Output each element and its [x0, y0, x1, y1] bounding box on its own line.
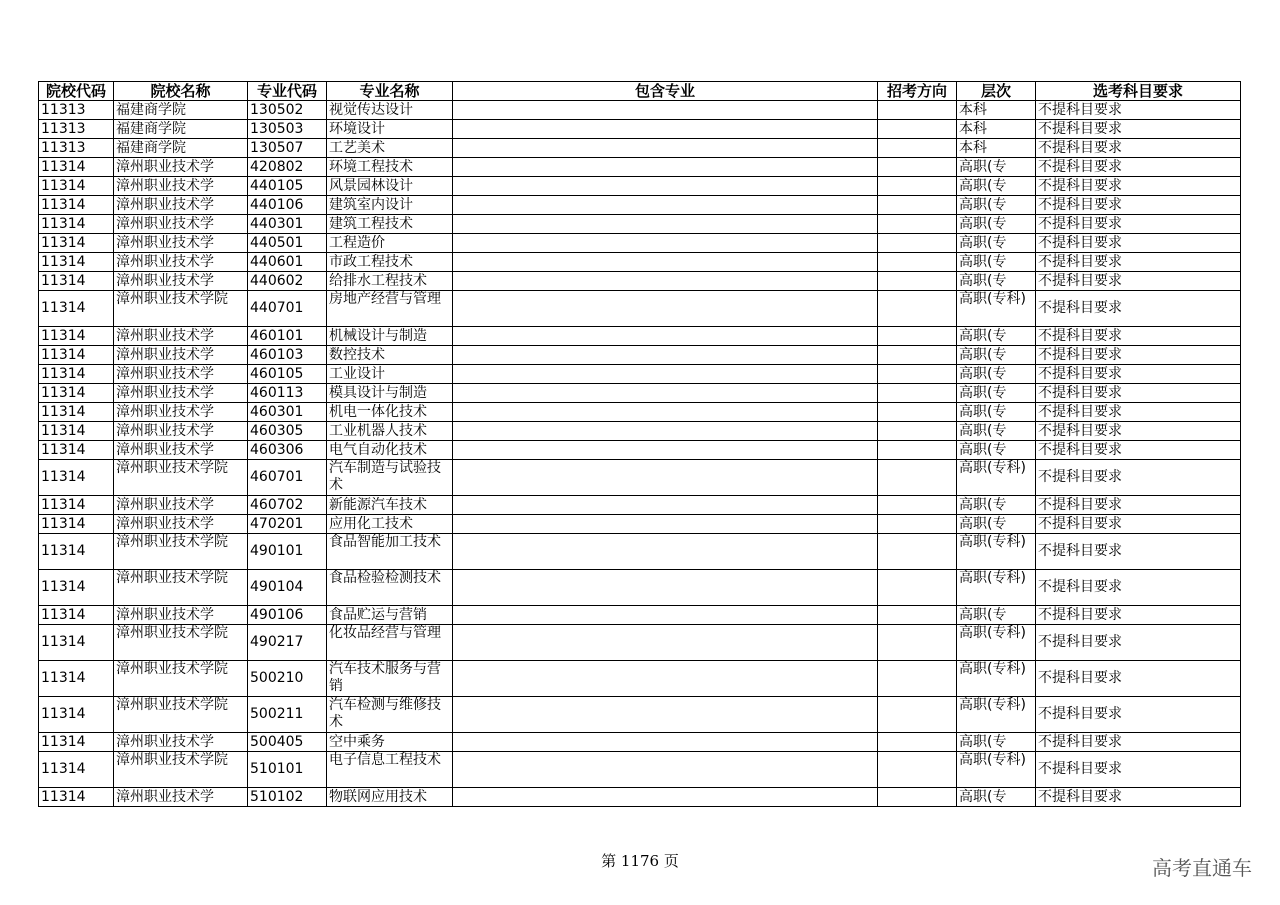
cell-school-code: 11314	[39, 327, 114, 346]
cell-school-name: 漳州职业技术学	[114, 788, 248, 807]
cell-school-name: 漳州职业技术学	[114, 733, 248, 752]
cell-school-code: 11314	[39, 788, 114, 807]
cell-included-majors	[453, 291, 878, 327]
header-direction: 招考方向	[878, 82, 957, 101]
cell-school-code: 11314	[39, 534, 114, 570]
cell-level: 高职(专科)	[957, 661, 1036, 697]
cell-level: 高职(专科)	[957, 460, 1036, 496]
cell-direction	[878, 496, 957, 515]
cell-school-code: 11314	[39, 291, 114, 327]
cell-subject-requirement: 不提科目要求	[1036, 496, 1241, 515]
cell-direction	[878, 272, 957, 291]
table-row	[39, 625, 1241, 661]
cell-major-name: 建筑工程技术	[327, 215, 453, 234]
cell-school-name: 漳州职业技术学	[114, 327, 248, 346]
table-row	[39, 441, 1241, 460]
cell-school-code: 11314	[39, 441, 114, 460]
cell-included-majors	[453, 606, 878, 625]
cell-subject-requirement: 不提科目要求	[1036, 196, 1241, 215]
table-row	[39, 139, 1241, 158]
cell-included-majors	[453, 158, 878, 177]
cell-major-name: 环境设计	[327, 120, 453, 139]
cell-direction	[878, 606, 957, 625]
cell-included-majors	[453, 788, 878, 807]
cell-level: 高职(专	[957, 215, 1036, 234]
cell-major-name: 空中乘务	[327, 733, 453, 752]
cell-subject-requirement: 不提科目要求	[1036, 606, 1241, 625]
cell-school-name: 漳州职业技术学	[114, 422, 248, 441]
cell-major-name: 模具设计与制造	[327, 384, 453, 403]
cell-direction	[878, 215, 957, 234]
cell-major-name: 食品贮运与营销	[327, 606, 453, 625]
cell-school-name: 福建商学院	[114, 139, 248, 158]
cell-direction	[878, 196, 957, 215]
cell-included-majors	[453, 272, 878, 291]
cell-subject-requirement: 不提科目要求	[1036, 570, 1241, 606]
cell-included-majors	[453, 346, 878, 365]
cell-major-code: 440602	[248, 272, 327, 291]
cell-major-code: 440601	[248, 253, 327, 272]
cell-major-code: 440301	[248, 215, 327, 234]
cell-school-name: 漳州职业技术学院	[114, 697, 248, 733]
cell-major-code: 460305	[248, 422, 327, 441]
table-header-row	[39, 82, 1241, 101]
cell-level: 高职(专科)	[957, 697, 1036, 733]
cell-school-name: 漳州职业技术学院	[114, 752, 248, 788]
cell-school-code: 11314	[39, 515, 114, 534]
cell-school-code: 11314	[39, 384, 114, 403]
cell-subject-requirement: 不提科目要求	[1036, 661, 1241, 697]
cell-level: 高职(专科)	[957, 291, 1036, 327]
cell-subject-requirement: 不提科目要求	[1036, 403, 1241, 422]
cell-included-majors	[453, 460, 878, 496]
table-row	[39, 101, 1241, 120]
cell-level: 本科	[957, 139, 1036, 158]
cell-included-majors	[453, 139, 878, 158]
cell-level: 本科	[957, 101, 1036, 120]
cell-major-name: 机械设计与制造	[327, 327, 453, 346]
table-row	[39, 733, 1241, 752]
cell-major-code: 440106	[248, 196, 327, 215]
cell-direction	[878, 346, 957, 365]
cell-school-code: 11314	[39, 697, 114, 733]
cell-school-code: 11314	[39, 365, 114, 384]
cell-major-code: 460101	[248, 327, 327, 346]
cell-subject-requirement: 不提科目要求	[1036, 697, 1241, 733]
cell-major-code: 500405	[248, 733, 327, 752]
cell-major-code: 440701	[248, 291, 327, 327]
cell-major-code: 510101	[248, 752, 327, 788]
cell-major-name: 电子信息工程技术	[327, 752, 453, 788]
cell-included-majors	[453, 327, 878, 346]
cell-included-majors	[453, 733, 878, 752]
cell-major-name: 建筑室内设计	[327, 196, 453, 215]
cell-school-name: 漳州职业技术学	[114, 403, 248, 422]
cell-major-code: 460301	[248, 403, 327, 422]
cell-school-code: 11314	[39, 606, 114, 625]
table-row	[39, 177, 1241, 196]
table-row	[39, 496, 1241, 515]
cell-subject-requirement: 不提科目要求	[1036, 234, 1241, 253]
cell-school-code: 11314	[39, 346, 114, 365]
cell-major-name: 物联网应用技术	[327, 788, 453, 807]
cell-direction	[878, 570, 957, 606]
cell-subject-requirement: 不提科目要求	[1036, 534, 1241, 570]
watermark-text: 高考直通车	[1152, 856, 1252, 880]
cell-level: 高职(专	[957, 496, 1036, 515]
cell-major-code: 440105	[248, 177, 327, 196]
cell-school-code: 11314	[39, 403, 114, 422]
cell-school-code: 11314	[39, 460, 114, 496]
cell-school-code: 11314	[39, 196, 114, 215]
header-subject-requirement: 选考科目要求	[1036, 82, 1241, 101]
table-row	[39, 788, 1241, 807]
cell-major-name: 机电一体化技术	[327, 403, 453, 422]
cell-direction	[878, 139, 957, 158]
cell-major-name: 给排水工程技术	[327, 272, 453, 291]
cell-direction	[878, 441, 957, 460]
cell-direction	[878, 788, 957, 807]
cell-school-code: 11314	[39, 422, 114, 441]
cell-included-majors	[453, 120, 878, 139]
cell-major-code: 470201	[248, 515, 327, 534]
cell-subject-requirement: 不提科目要求	[1036, 384, 1241, 403]
cell-major-name: 应用化工技术	[327, 515, 453, 534]
cell-school-code: 11314	[39, 661, 114, 697]
cell-level: 高职(专科)	[957, 570, 1036, 606]
cell-direction	[878, 661, 957, 697]
cell-included-majors	[453, 196, 878, 215]
cell-major-code: 130502	[248, 101, 327, 120]
cell-school-code: 11314	[39, 215, 114, 234]
cell-level: 高职(专	[957, 422, 1036, 441]
cell-major-name: 新能源汽车技术	[327, 496, 453, 515]
cell-included-majors	[453, 253, 878, 272]
cell-school-code: 11314	[39, 253, 114, 272]
cell-major-name: 市政工程技术	[327, 253, 453, 272]
cell-school-name: 漳州职业技术学院	[114, 291, 248, 327]
cell-subject-requirement: 不提科目要求	[1036, 327, 1241, 346]
cell-subject-requirement: 不提科目要求	[1036, 272, 1241, 291]
cell-subject-requirement: 不提科目要求	[1036, 788, 1241, 807]
cell-school-name: 漳州职业技术学	[114, 196, 248, 215]
cell-major-code: 490106	[248, 606, 327, 625]
cell-included-majors	[453, 752, 878, 788]
cell-included-majors	[453, 215, 878, 234]
cell-level: 高职(专	[957, 515, 1036, 534]
cell-included-majors	[453, 177, 878, 196]
cell-subject-requirement: 不提科目要求	[1036, 346, 1241, 365]
cell-direction	[878, 253, 957, 272]
table-body	[39, 101, 1241, 807]
cell-major-code: 440501	[248, 234, 327, 253]
cell-school-name: 漳州职业技术学	[114, 515, 248, 534]
cell-school-name: 漳州职业技术学	[114, 496, 248, 515]
cell-school-name: 福建商学院	[114, 101, 248, 120]
table-row	[39, 570, 1241, 606]
cell-direction	[878, 515, 957, 534]
table-row	[39, 196, 1241, 215]
cell-major-code: 460103	[248, 346, 327, 365]
table-row	[39, 422, 1241, 441]
cell-level: 高职(专科)	[957, 534, 1036, 570]
cell-school-name: 漳州职业技术学院	[114, 661, 248, 697]
cell-subject-requirement: 不提科目要求	[1036, 733, 1241, 752]
cell-subject-requirement: 不提科目要求	[1036, 422, 1241, 441]
cell-level: 高职(专科)	[957, 625, 1036, 661]
table-row	[39, 661, 1241, 697]
cell-school-code: 11314	[39, 752, 114, 788]
cell-major-code: 460701	[248, 460, 327, 496]
cell-included-majors	[453, 697, 878, 733]
table-row	[39, 365, 1241, 384]
cell-subject-requirement: 不提科目要求	[1036, 253, 1241, 272]
cell-school-name: 漳州职业技术学	[114, 177, 248, 196]
cell-major-name: 数控技术	[327, 346, 453, 365]
cell-school-code: 11313	[39, 139, 114, 158]
cell-direction	[878, 752, 957, 788]
cell-major-name: 化妆品经营与管理	[327, 625, 453, 661]
cell-level: 高职(专	[957, 346, 1036, 365]
cell-direction	[878, 460, 957, 496]
cell-subject-requirement: 不提科目要求	[1036, 291, 1241, 327]
cell-level: 高职(专	[957, 234, 1036, 253]
table-row	[39, 327, 1241, 346]
cell-subject-requirement: 不提科目要求	[1036, 460, 1241, 496]
cell-subject-requirement: 不提科目要求	[1036, 120, 1241, 139]
table-row	[39, 215, 1241, 234]
cell-subject-requirement: 不提科目要求	[1036, 752, 1241, 788]
cell-major-name: 风景园林设计	[327, 177, 453, 196]
cell-major-name: 工业机器人技术	[327, 422, 453, 441]
table-row	[39, 403, 1241, 422]
cell-major-name: 工业设计	[327, 365, 453, 384]
cell-school-code: 11314	[39, 733, 114, 752]
cell-school-name: 漳州职业技术学	[114, 365, 248, 384]
table-row	[39, 515, 1241, 534]
cell-included-majors	[453, 570, 878, 606]
table-row	[39, 460, 1241, 496]
cell-school-name: 漳州职业技术学	[114, 346, 248, 365]
cell-major-code: 500211	[248, 697, 327, 733]
cell-school-name: 漳州职业技术学	[114, 234, 248, 253]
cell-direction	[878, 697, 957, 733]
cell-included-majors	[453, 403, 878, 422]
cell-school-code: 11314	[39, 570, 114, 606]
cell-school-name: 漳州职业技术学	[114, 215, 248, 234]
cell-level: 高职(专	[957, 158, 1036, 177]
header-school-code: 院校代码	[39, 82, 114, 101]
cell-school-code: 11314	[39, 234, 114, 253]
cell-level: 高职(专	[957, 384, 1036, 403]
cell-major-code: 490101	[248, 534, 327, 570]
cell-direction	[878, 625, 957, 661]
cell-included-majors	[453, 422, 878, 441]
cell-school-code: 11314	[39, 158, 114, 177]
header-school-name: 院校名称	[114, 82, 248, 101]
table-row	[39, 272, 1241, 291]
cell-school-name: 漳州职业技术学	[114, 606, 248, 625]
admission-table	[38, 81, 1241, 807]
cell-subject-requirement: 不提科目要求	[1036, 101, 1241, 120]
cell-subject-requirement: 不提科目要求	[1036, 158, 1241, 177]
cell-major-name: 工程造价	[327, 234, 453, 253]
table-row	[39, 291, 1241, 327]
cell-major-code: 460113	[248, 384, 327, 403]
cell-direction	[878, 534, 957, 570]
cell-major-code: 490217	[248, 625, 327, 661]
cell-major-code: 420802	[248, 158, 327, 177]
cell-direction	[878, 158, 957, 177]
table-row	[39, 384, 1241, 403]
cell-subject-requirement: 不提科目要求	[1036, 365, 1241, 384]
cell-level: 高职(专	[957, 365, 1036, 384]
cell-school-name: 漳州职业技术学	[114, 272, 248, 291]
page-number: 第 1176 页	[601, 852, 679, 870]
cell-level: 高职(专	[957, 403, 1036, 422]
cell-direction	[878, 422, 957, 441]
cell-included-majors	[453, 365, 878, 384]
cell-included-majors	[453, 661, 878, 697]
cell-level: 高职(专	[957, 788, 1036, 807]
cell-major-code: 460702	[248, 496, 327, 515]
cell-subject-requirement: 不提科目要求	[1036, 139, 1241, 158]
cell-major-code: 460105	[248, 365, 327, 384]
cell-subject-requirement: 不提科目要求	[1036, 215, 1241, 234]
table-row	[39, 120, 1241, 139]
cell-direction	[878, 234, 957, 253]
cell-direction	[878, 120, 957, 139]
header-level: 层次	[957, 82, 1036, 101]
cell-included-majors	[453, 384, 878, 403]
cell-school-name: 漳州职业技术学	[114, 158, 248, 177]
table-row	[39, 697, 1241, 733]
cell-major-code: 500210	[248, 661, 327, 697]
cell-major-name: 汽车技术服务与营销	[327, 661, 453, 697]
cell-direction	[878, 291, 957, 327]
cell-major-code: 130503	[248, 120, 327, 139]
cell-major-code: 510102	[248, 788, 327, 807]
cell-subject-requirement: 不提科目要求	[1036, 177, 1241, 196]
cell-major-name: 汽车制造与试验技术	[327, 460, 453, 496]
cell-school-code: 11314	[39, 625, 114, 661]
cell-major-name: 工艺美术	[327, 139, 453, 158]
cell-included-majors	[453, 234, 878, 253]
table-row	[39, 534, 1241, 570]
cell-level: 高职(专科)	[957, 752, 1036, 788]
cell-level: 高职(专	[957, 253, 1036, 272]
cell-major-code: 130507	[248, 139, 327, 158]
cell-school-name: 漳州职业技术学	[114, 441, 248, 460]
cell-level: 高职(专	[957, 441, 1036, 460]
cell-school-code: 11314	[39, 496, 114, 515]
cell-subject-requirement: 不提科目要求	[1036, 441, 1241, 460]
cell-school-name: 漳州职业技术学院	[114, 460, 248, 496]
table-row	[39, 606, 1241, 625]
header-major-name: 专业名称	[327, 82, 453, 101]
cell-major-name: 食品检验检测技术	[327, 570, 453, 606]
cell-level: 高职(专	[957, 606, 1036, 625]
cell-major-name: 电气自动化技术	[327, 441, 453, 460]
cell-major-code: 460306	[248, 441, 327, 460]
cell-school-name: 漳州职业技术学	[114, 384, 248, 403]
cell-school-code: 11313	[39, 120, 114, 139]
cell-school-name: 漳州职业技术学院	[114, 625, 248, 661]
cell-school-code: 11314	[39, 177, 114, 196]
cell-direction	[878, 403, 957, 422]
table-row	[39, 234, 1241, 253]
cell-subject-requirement: 不提科目要求	[1036, 515, 1241, 534]
cell-major-name: 视觉传达设计	[327, 101, 453, 120]
cell-direction	[878, 365, 957, 384]
cell-level: 高职(专	[957, 272, 1036, 291]
cell-direction	[878, 101, 957, 120]
cell-school-code: 11314	[39, 272, 114, 291]
cell-direction	[878, 177, 957, 196]
cell-subject-requirement: 不提科目要求	[1036, 625, 1241, 661]
cell-school-name: 漳州职业技术学院	[114, 570, 248, 606]
header-major-code: 专业代码	[248, 82, 327, 101]
cell-direction	[878, 384, 957, 403]
cell-school-name: 福建商学院	[114, 120, 248, 139]
cell-major-name: 房地产经营与管理	[327, 291, 453, 327]
cell-included-majors	[453, 441, 878, 460]
cell-included-majors	[453, 101, 878, 120]
cell-level: 本科	[957, 120, 1036, 139]
cell-included-majors	[453, 625, 878, 661]
cell-level: 高职(专	[957, 327, 1036, 346]
header-included-majors: 包含专业	[453, 82, 878, 101]
cell-level: 高职(专	[957, 177, 1036, 196]
cell-direction	[878, 327, 957, 346]
cell-direction	[878, 733, 957, 752]
cell-level: 高职(专	[957, 733, 1036, 752]
table-row	[39, 253, 1241, 272]
cell-included-majors	[453, 496, 878, 515]
cell-major-code: 490104	[248, 570, 327, 606]
cell-school-name: 漳州职业技术学	[114, 253, 248, 272]
table-row	[39, 752, 1241, 788]
cell-major-name: 环境工程技术	[327, 158, 453, 177]
cell-school-code: 11313	[39, 101, 114, 120]
cell-included-majors	[453, 534, 878, 570]
cell-major-name: 汽车检测与维修技术	[327, 697, 453, 733]
table-row	[39, 158, 1241, 177]
table-row	[39, 346, 1241, 365]
cell-included-majors	[453, 515, 878, 534]
cell-level: 高职(专	[957, 196, 1036, 215]
cell-major-name: 食品智能加工技术	[327, 534, 453, 570]
cell-school-name: 漳州职业技术学院	[114, 534, 248, 570]
